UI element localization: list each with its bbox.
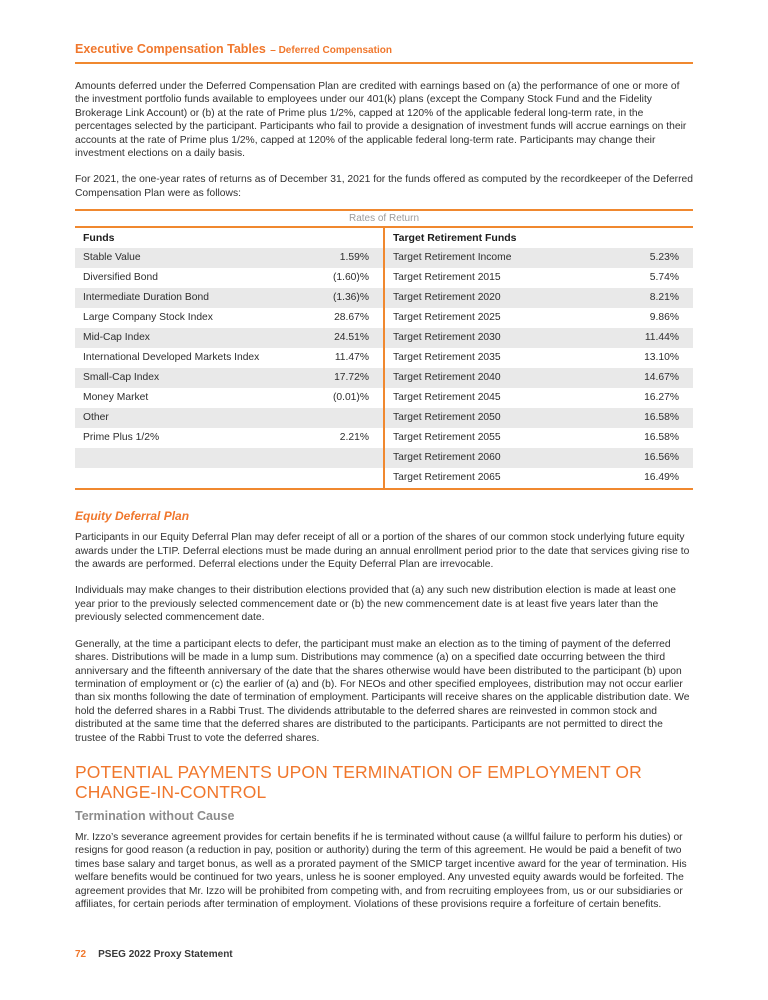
table-row xyxy=(75,368,383,388)
fund-return: 11.47% xyxy=(334,352,369,364)
fund-name: Target Retirement 2050 xyxy=(393,412,501,424)
table-row xyxy=(385,468,693,488)
table-body xyxy=(75,228,693,488)
page-content xyxy=(75,40,693,911)
intro-paragraph-2: For 2021, the one-year rates of returns as of December 31, 2021 for the funds offered as computed by the recordkeeper of the Deferred Compensation Plan were as follows: xyxy=(75,174,693,199)
fund-name: Target Retirement 2060 xyxy=(393,452,501,464)
table-row xyxy=(385,328,693,348)
fund-return: 16.49% xyxy=(644,472,679,484)
fund-name: Target Retirement 2030 xyxy=(393,332,501,344)
equity-paragraph-1: Participants in our Equity Deferral Plan may defer receipt of all or a portion of the shares of our common stock underlying future equity awards under the LTIP. Deferral elections must be made during an annual enrollment period prior to the date that services giving rise to the awards are performed. Deferral elections under the Equity Deferral Plan are irrevocable. xyxy=(75,532,690,571)
fund-name: Target Retirement Income xyxy=(393,252,512,264)
fund-return: 1.59% xyxy=(339,252,369,264)
table-row xyxy=(75,408,383,428)
fund-return: 11.44% xyxy=(644,332,679,344)
funds-column-header: Funds xyxy=(83,232,115,245)
table-row xyxy=(385,388,693,408)
table-row xyxy=(385,268,693,288)
fund-return: 16.56% xyxy=(644,452,679,464)
target-retirement-column-header: Target Retirement Funds xyxy=(393,232,517,245)
equity-deferral-plan-heading: Equity Deferral Plan xyxy=(75,509,190,524)
target-retirement-rows xyxy=(385,248,693,488)
table-row xyxy=(75,328,383,348)
fund-return xyxy=(369,408,383,428)
table-row xyxy=(385,288,693,308)
fund-name xyxy=(75,448,83,468)
table-row xyxy=(75,288,383,308)
termination-without-cause-subheading: Termination without Cause xyxy=(75,808,235,823)
fund-name: Other xyxy=(83,412,109,424)
funds-rows xyxy=(75,248,383,488)
fund-name: Mid-Cap Index xyxy=(83,332,150,344)
fund-name: Stable Value xyxy=(83,252,141,264)
table-row xyxy=(385,448,693,468)
fund-return: 17.72% xyxy=(334,372,369,384)
fund-return xyxy=(369,448,383,468)
fund-name: Prime Plus 1/2% xyxy=(83,432,160,444)
table-row xyxy=(385,348,693,368)
fund-return: 9.86% xyxy=(649,312,679,324)
target-retirement-column xyxy=(385,228,693,488)
fund-return: (0.01)% xyxy=(332,392,369,404)
fund-name: Target Retirement 2015 xyxy=(393,272,501,284)
table-row xyxy=(75,428,383,448)
equity-paragraph-2: Individuals may make changes to their distribution elections provided that (a) any such new distribution election is made at least one year prior to the previously selected commencement date or (b) the new commencement date is at least five years later than the previously selected commencement date. xyxy=(75,585,676,624)
fund-name: Target Retirement 2020 xyxy=(393,292,501,304)
fund-return: 24.51% xyxy=(334,332,369,344)
table-row xyxy=(75,268,383,288)
fund-name: Intermediate Duration Bond xyxy=(83,292,209,304)
table-row xyxy=(385,248,693,268)
table-row xyxy=(75,348,383,368)
termination-paragraph-1: Mr. Izzo’s severance agreement provides for certain benefits if he is terminated without cause (a willful failure to perform his duties) or resigns for good reason (a reduction in pay, position or authority) during the term of this agreement. He would be paid a benefit of two times base salary and target bonus, as well as a prorated payment of the SMICP target incentive award for the year of termination. His welfare benefits would be continued for two years, unless he is sooner employed. Any unvested equity awards would be forfeited. The agreement provides that Mr. Izzo will be prohibited from competing with, and from recruiting employees from, us or our subsidiaries or affiliates, for certain periods after termination of employment. Violations of these provisions require a forfeiture of certain benefits. xyxy=(75,831,687,910)
fund-name: Small-Cap Index xyxy=(83,372,160,384)
fund-return: (1.60)% xyxy=(332,272,369,284)
fund-return: 5.74% xyxy=(649,272,679,284)
potential-payments-heading: POTENTIAL PAYMENTS UPON TERMINATION OF EMPLOYMENT OR CHANGE-IN-CONTROL xyxy=(75,761,642,802)
fund-return: 14.67% xyxy=(644,372,679,384)
table-row xyxy=(75,248,383,268)
fund-return: 16.27% xyxy=(644,392,679,404)
fund-name: Target Retirement 2065 xyxy=(393,472,501,484)
table-row xyxy=(385,368,693,388)
page-footer xyxy=(75,949,233,960)
funds-column xyxy=(75,228,385,488)
fund-name: Large Company Stock Index xyxy=(83,312,213,324)
fund-return: 5.23% xyxy=(649,252,679,264)
fund-name: International Developed Markets Index xyxy=(83,352,260,364)
fund-return: 28.67% xyxy=(334,312,369,324)
fund-name: Target Retirement 2025 xyxy=(393,312,501,324)
table-row xyxy=(75,308,383,328)
table-row xyxy=(385,408,693,428)
table-row-empty xyxy=(75,448,383,468)
fund-name: Money Market xyxy=(83,392,149,404)
running-header xyxy=(75,40,693,58)
fund-return: 13.10% xyxy=(644,352,679,364)
fund-name: Target Retirement 2055 xyxy=(393,432,501,444)
fund-return: 16.58% xyxy=(644,432,679,444)
fund-name: Target Retirement 2045 xyxy=(393,392,501,404)
fund-name: Target Retirement 2035 xyxy=(393,352,501,364)
table-row xyxy=(385,308,693,328)
running-header-title: Executive Compensation Tables xyxy=(75,42,266,56)
fund-return: 8.21% xyxy=(649,292,679,304)
equity-paragraph-3: Generally, at the time a participant elects to defer, the participant must make an election as to the timing of payment of the deferred shares. Distributions will be made in a lump sum. Distributions may commence (a) on a specified date occurring between the third anniversary and the fifteenth anniversary of the date that the shares otherwise would have been distributed to the participant (b) upon termination of employment or (c) the earlier of (a) and (b). For NEOs and other specified employees, distribution may not occur earlier than six months following the date of termination of employment. Participants will receive shares on the applicable distribution date. We hold the deferred shares in a Rabbi Trust. The dividends attributable to the deferred shares are reinvested in common stock and distributed at the same time that the deferred shares are distributed to the participants. Participants are not permitted to direct the trustee of the Rabbi Trust to vote the deferred shares. xyxy=(75,638,690,744)
fund-return: (1.36)% xyxy=(332,292,369,304)
header-rule xyxy=(75,62,693,64)
table-row xyxy=(75,388,383,408)
table-row xyxy=(385,428,693,448)
table-title: Rates of Return xyxy=(75,211,693,228)
rates-of-return-table xyxy=(75,209,693,490)
fund-return: 16.58% xyxy=(644,412,679,424)
fund-name: Target Retirement 2040 xyxy=(393,372,501,384)
running-header-subtitle: – Deferred Compensation xyxy=(270,45,392,56)
intro-paragraph-1: Amounts deferred under the Deferred Compensation Plan are credited with earnings based on (a) the performance of one or more of the investment portfolio funds available to employees under our 401(k) plans (except the Company Stock Fund and the Fidelity Brokerage Link Account) or (b) at the rate of Prime plus 1/2%, capped at 120% of the applicable federal long-term rate, in the percentages selected by the participant. Participants who fail to provide a designation of investment funds will accrue earnings on their accounts at the rate of Prime plus 1/2%, capped at 120% of the applicable federal long-term rate. Participants may change their investment elections on a daily basis. xyxy=(75,81,687,160)
fund-return: 2.21% xyxy=(339,432,369,444)
footer-document-title: PSEG 2022 Proxy Statement xyxy=(98,949,233,960)
page-number: 72 xyxy=(75,949,87,960)
table-row-empty xyxy=(75,468,383,488)
fund-name xyxy=(75,468,83,488)
fund-name: Diversified Bond xyxy=(83,272,158,284)
fund-return xyxy=(369,468,383,488)
